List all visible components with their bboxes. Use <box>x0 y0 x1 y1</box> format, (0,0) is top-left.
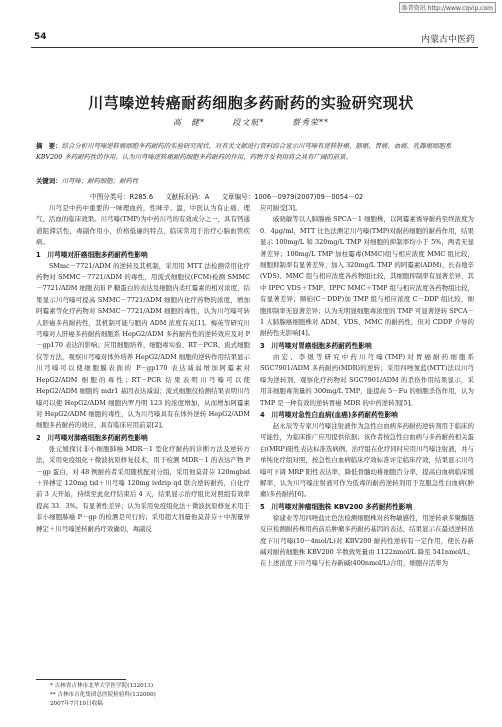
page-number: 54 <box>34 32 47 42</box>
running-header <box>31 30 478 46</box>
section-heading: 5 川芎嗪对肿瘤细胞株 KBV200 多药耐药性影响 <box>260 502 413 511</box>
watermark: 维普资讯 http://www.cqvip.com <box>399 2 496 13</box>
author: 段文航* <box>232 118 265 127</box>
header-rule <box>31 47 478 48</box>
body-paragraph: 由宏、李煜等研究中药川芎嗪(TMP)对胃癌耐药细胞系 SGC7901/ADM 多药耐药(MDR)的逆转；采用四唑氮蓝(MTT)法以川芎嗪为逆转剂，观察化疗药物对 SGC7901/ADM 的杀伤作用结果显示，采用非细胞毒剂量的 300mg/L TMP，能提高 5－Fu 的细胞杀伤作用，认为 TMP 是一种有效的逆转胃癌 MDR 的中药逆转剂[5]。 <box>260 352 474 407</box>
footnote: * 吉林省吉林市北华大学医学院(132013) <box>50 683 154 689</box>
footnote: 2007年7月10日收稿 <box>50 701 103 707</box>
author: 高 健* <box>172 118 205 127</box>
section-heading: 4 川芎嗪对急性白血病(血癌)多药耐药性影响 <box>260 410 398 419</box>
footnote-rule <box>36 679 126 680</box>
body-paragraph: 戚晓敏等以人肺腺癌 SPCA－1 细胞株，以阿霉素诱导耐药至终浓度为 0．4μg/ml，MTT 比色法测定川芎嗪(TMP)对耐药细胞的耐药作用，结果显示 100mg/L 和 320mg/L TMP 对细胞的抑制率均小于 5%，两者无显著差异；100mg/L TMP 加柱霉毒(MMC)组与相应浓度 MMC 组比较，细胞抑制率有显著差异；加入 320mg/L TMP 的阿霉素(ADM)、长春地辛(VDS)、MMC 组与相应浓度各药物组比较，其细胞抑制率有显著差异，其中 IPPC VDS＋TMP、IPPC MMC＋TMP 组与相应浓度各药物组比较，有显著差异；顺铂(C－DDP)加 TMP 组与相应浓度 C－DDP 组比较，细胞抑制率无显著差异；认为无明显细胞毒浓度的 TMP 可显著逆转 SPCA－1 人肺腺癌细胞株对 ADM、VDS、MMC 的耐药性，但对 CDDP 介导的耐药性无影响[4]。 <box>260 215 474 338</box>
body-paragraph: 川芎是中药中重要的一味理血药，性味辛、温，中医认为有止痛、理气、活血的临床效果。川芎嗪(TMP)为中药川芎的有效成分之一，具有钙通道阻滞活性，毒副作用小，价格低廉的特点，临床常用于治疗心脑血管疾病。 <box>36 204 250 247</box>
abstract <box>36 141 476 163</box>
keywords-text: 川芎嗪；耐药细胞；耐药性 <box>61 177 139 185</box>
body-paragraph: SMmc－7721/ADM 的逆转及其机制，采用用 MTT 法检测常用化疗药物对 SMMC－7721/ADM 的毒性，用流式细胞仪(FCM)检测 SMMC－7721/ADM 细胞表面 P 糖蛋白的表达及细胞内柔红霉素的相对浓度，结果显示川芎嗪可提高 SMMC－7721/ADM 细胞内化疗药物的浓度，增加阿霉素等化疗药物对 SMMC－7721/ADM 细胞的毒性，认为川芎嗪可转人肝癌多药耐药性，其机制可能与胞内 ADM 浓度有关[1]。梅英等研究川芎嗪对人肝癌多药耐药细胞系 HepG2/ADM 多药耐药性的逆转效应及对 P－gp170 表达的影响；应用细胞培养、细胞毒实验、RT－PCR、流式细胞仪等方法，观察川芎嗪对体外培养 HepG2/ADM 细胞的逆转作用结果显示川芎嗪可以使细胞膜表面的 P－gp170 表达减弱增加阿霉素对 HepG2/ADM 细胞的毒性；RT－PCR 结果表明川芎嗪可以使 HepG2/ADM 细胞的 mdr1 基因表达减弱；流式细胞仪检测结果表明川芎嗪可以使 HepG2/ADM 细胞内罗丹明 123 的浓度增加，从而增加阿霉素对 HepG2/ADM 细胞的毒性，认为川芎嗪具有在体外逆转 HepG2/ADM 细胞多药耐药的效应，具有临床应用前景[2]。 <box>36 261 250 430</box>
abstract-text: 综合分析川芎嗪逆转癌细胞多药耐药的实验研究现状。对有关文献进行资料综合显示川芎嗪有逆转肝癌、肺癌、胃癌、血癌、乳腺癌细胞系 KBV200 多药耐药性的作用。认为川芎嗪逆转癌耐药细胞多药耐药的作用，药物开发利用将会具有广阔的前景。 <box>36 142 452 161</box>
keywords <box>36 176 476 185</box>
body-paragraph: 徐建业等用四唑盐比色法检测细胞株对药物敏感性，用逆转录多聚酶链反应检测耐药株用药前后肿瘤多药耐药基因的表达，结果显示在最适逆转浓度下川芎嗪(10－4mol/L)对 KBV200 耐药性逆转有一定作用，使长春新碱对耐药细胞株 KBV200 半数致死量由 1122nmol/L 降至 541nmol/L；在上述浓度下川芎嗪与长春新碱(400nmol/L)合用，细胞存活率为 <box>260 513 474 568</box>
body-paragraph: 张元媛探讨非小细胞肺癌 MDR－1 型化疗耐药的诊断方法及逆转方法，采用免疫组化＋微波抗原修复技术，用于检测 MDR－1 的表达产物 P－gp 蛋白，对 48 例耐药者采用随机配对分组，采用他莫昔芬 120mgbid＋异搏定 120mg tid＋川芎嗪 120mg ivdrip qd 联合逆转耐药，自化疗前 3 天开始，持续至此化疗结束后 4 天，结果显示治疗组比对照组有效率提高 33．3%。有显著性差异；认为采用免疫组化法＋微波抗原修复术用于非小细胞肺癌 P－gp 的检测是可行的；采用超大剂量他莫昔芬＋中剂量异搏定＋川芎嗪逆转耐药疗效确切，毒副反 <box>36 444 250 533</box>
body-paragraph: 应可耐受[3]。 <box>260 204 302 212</box>
body-paragraph: 赵永辰等专家川芎嗪注射液作为急性白血病多药耐药逆转剂用于临床的可能性，为临床推广应用提供依据；该作者按急性白血病与多药耐药相关蛋白(MRP)阳性表达标准选病例，治疗组在化疗同时应用川芎嗪注射液，并与单纯化疗组对照，按急性白血病临床疗效标准评定临床疗效，结果显示川芎嗪可下调 MRP 阳性表达率，降低骨髓幼稚细胞百分率，提高白血病临床缓解率，认为川芎嗪注射液可作为低毒的耐药逆转剂用于克服急性白血病(肿瘤)多药耐药[6]。 <box>260 421 474 499</box>
article-id: 文章编号：1006－0979(2007)09－0054－02 <box>221 193 364 201</box>
section-heading: 2 川芎嗪对肺癌细胞多药耐药性影响 <box>36 433 148 442</box>
document-code: 文献标识码：A <box>165 193 210 201</box>
author: 蔡秀荣** <box>292 118 330 127</box>
classification-line <box>90 191 480 201</box>
abstract-label: 摘 要： <box>36 142 62 150</box>
article-title: 川芎嗪逆转癌耐药细胞多药耐药的实验研究现状 <box>88 94 414 112</box>
author-list <box>0 117 502 128</box>
keywords-label: 关键词： <box>36 177 62 185</box>
body-column-right <box>260 203 474 570</box>
journal-name: 内蒙古中医药 <box>420 35 475 45</box>
body-column-left <box>36 203 250 535</box>
footnote: ** 吉林市吉化集团总医院检验科(132000) <box>50 692 156 698</box>
section-heading: 3 川芎嗪对胃癌细胞多药耐药性影响 <box>260 341 372 350</box>
clc-number: 中图分类号：R285.6 <box>90 193 154 201</box>
footnotes <box>36 682 250 709</box>
section-heading: 1 川芎嗪对肝癌细胞多药耐药性影响 <box>36 250 148 259</box>
